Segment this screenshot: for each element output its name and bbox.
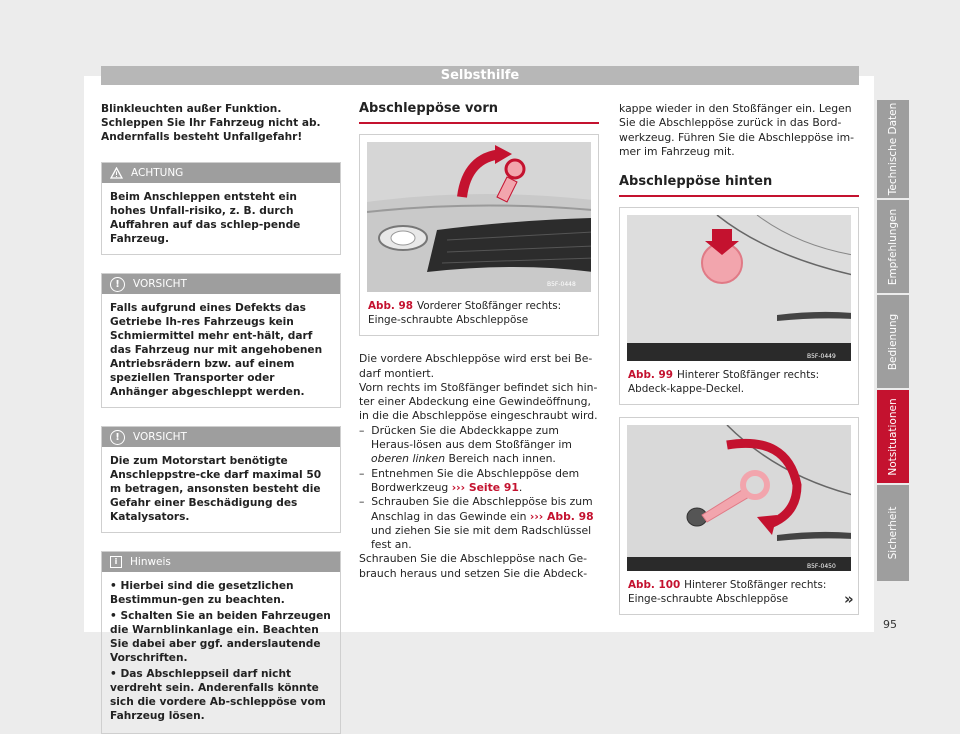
warning-triangle-icon bbox=[110, 167, 123, 180]
figure-reference-link[interactable]: ››› Abb. 98 bbox=[529, 509, 594, 523]
hinweis-item-text: Schalten Sie an beiden Fahrzeugen die Warnblinkanlage ein. Beachten Sie dabei aber ggf. anderslautende Vorschriften. bbox=[110, 610, 331, 664]
hinweis-item: • Das Abschleppseil darf nicht verdreht sein. Anderenfalls könnte sich die vordere Ab-schleppöse vom Fahrzeug lösen. bbox=[110, 668, 326, 722]
step-text: Bereich nach innen. bbox=[445, 452, 556, 466]
continue-marker: » bbox=[844, 590, 854, 608]
vorsicht-box-1 bbox=[101, 273, 341, 408]
vorsicht-text-1: Falls aufgrund eines Defekts das Getriebe Ih-res Fahrzeugs kein Schmiermittel mehr ent-hält, darf das Fahrzeug nur mit angehobenen Antriebsrädern bzw. auf einem speziellen Transporter oder Anhänger abgeschleppt werden. bbox=[110, 302, 323, 398]
hinweis-box bbox=[101, 551, 341, 734]
step-text: . bbox=[518, 480, 523, 494]
hinweis-list bbox=[102, 572, 340, 733]
figure-98-caption bbox=[360, 292, 598, 335]
step-item: – Entnehmen Sie die Abschleppöse dem Bordwerkzeug ››› Seite 91. bbox=[359, 466, 580, 494]
info-icon: i bbox=[110, 556, 122, 568]
middle-column bbox=[359, 102, 599, 581]
achtung-title: ACHTUNG bbox=[131, 167, 184, 179]
tab-label: Technische Daten bbox=[887, 102, 899, 196]
figure-caption-text: Hinterer Stoßfänger rechts: Abdeck-kappe-Deckel. bbox=[628, 369, 820, 395]
figure-100 bbox=[619, 417, 859, 615]
hinweis-item: • Hierbei sind die gesetzlichen Bestimmun-gen zu beachten. bbox=[110, 580, 294, 606]
tab-label: Empfehlungen bbox=[887, 208, 899, 285]
hinweis-item-text: Hierbei sind die gesetzlichen Bestimmun-gen zu beachten. bbox=[110, 580, 294, 606]
figure-100-caption bbox=[620, 571, 858, 614]
hinweis-item: • Schalten Sie an beiden Fahrzeugen die Warnblinkanlage ein. Beachten Sie dabei aber ggf. anderslautende Vorschriften. bbox=[110, 610, 331, 664]
section-title-front: Abschleppöse vorn bbox=[359, 102, 599, 124]
step-text: und ziehen Sie sie mit dem Radschlüssel fest an. bbox=[371, 523, 592, 552]
section-title-rear: Abschleppöse hinten bbox=[619, 175, 859, 197]
tab-sicherheit[interactable] bbox=[877, 485, 909, 581]
vorsicht-title-2: VORSICHT bbox=[133, 431, 187, 443]
paragraph-continued: kappe wieder in den Stoßfänger ein. Legen Sie die Abschleppöse zurück in das Bord-werkzeug. Führen Sie die Abschleppöse im-mer im Fahrzeug mit. bbox=[619, 102, 855, 158]
text-block bbox=[359, 352, 599, 581]
vorsicht-text-2: Die zum Motorstart benötigte Anschleppstre-cke darf maximal 50 m betragen, ansonsten besteht die Gefahr einer Beschädigung des Katalysators. bbox=[110, 455, 322, 523]
caution-circle-icon: ! bbox=[110, 430, 125, 445]
hinweis-header bbox=[102, 552, 340, 572]
vorsicht-title-1: VORSICHT bbox=[133, 278, 187, 290]
step-text: Schrauben Sie die Abschleppöse bis zum Anschlag in das Gewinde ein bbox=[371, 495, 593, 523]
achtung-box bbox=[101, 162, 341, 255]
tab-empfehlungen[interactable] bbox=[877, 200, 909, 293]
paragraph: Die vordere Abschleppöse wird erst bei Be-darf montiert. bbox=[359, 352, 593, 380]
step-text: Drücken Sie die Abdeckkappe zum Heraus-lösen aus dem Stoßfänger im bbox=[371, 423, 572, 452]
tab-label: Notsituationen bbox=[887, 397, 899, 476]
vorsicht-header-1 bbox=[102, 274, 340, 294]
figure-label: Abb. 98 bbox=[368, 300, 413, 313]
step-item: – Schrauben Sie die Abschleppöse bis zum Anschlag in das Gewinde ein ››› Abb. 98 und ziehen Sie sie mit dem Radschlüssel fest an. bbox=[359, 495, 594, 552]
step-emphasis: oberen linken bbox=[371, 452, 446, 466]
figure-label: Abb. 99 bbox=[628, 369, 673, 382]
tab-notsituationen[interactable] bbox=[877, 390, 909, 483]
step-item: – Drücken Sie die Abdeckkappe zum Heraus-lösen aus dem Stoßfänger im oberen linken Bereich nach innen. bbox=[359, 423, 572, 466]
tab-label: Sicherheit bbox=[887, 506, 899, 560]
caution-circle-icon: ! bbox=[110, 277, 125, 292]
figure-code: B5F-0450 bbox=[807, 563, 836, 571]
figure-99-caption bbox=[620, 361, 858, 404]
rear-bumper-cover-image bbox=[627, 215, 851, 361]
paragraph: Schrauben Sie die Abschleppöse nach Ge-brauch heraus und setzen Sie die Abdeck- bbox=[359, 552, 588, 580]
figure-caption-text: Hinterer Stoßfänger rechts: Einge-schraubte Abschleppöse bbox=[628, 579, 827, 605]
chapter-header: Selbsthilfe bbox=[101, 66, 859, 85]
step-text: Entnehmen Sie die Abschleppöse dem Bordwerkzeug bbox=[371, 466, 580, 494]
figure-98 bbox=[359, 134, 599, 336]
right-column bbox=[619, 102, 859, 615]
figure-code: B5F-0449 bbox=[807, 353, 836, 361]
tab-label: Bedienung bbox=[887, 313, 899, 370]
tab-technische-daten[interactable] bbox=[877, 100, 909, 198]
figure-caption-text: Vorderer Stoßfänger rechts: Einge-schraubte Abschleppöse bbox=[368, 300, 562, 326]
vorsicht-header-2 bbox=[102, 427, 340, 447]
tab-bedienung[interactable] bbox=[877, 295, 909, 388]
hinweis-item-text: Das Abschleppseil darf nicht verdreht sein. Anderenfalls könnte sich die vordere Ab-schleppöse vom Fahrzeug lösen. bbox=[110, 668, 326, 722]
front-bumper-image bbox=[367, 142, 591, 292]
achtung-header bbox=[102, 163, 340, 183]
figure-99 bbox=[619, 207, 859, 405]
page-reference-link[interactable]: ››› Seite 91 bbox=[451, 480, 519, 494]
intro-warning-text: Blinkleuchten außer Funktion. Schleppen Sie Ihr Fahrzeug nicht ab. Andernfalls besteht Unfallgefahr! bbox=[101, 103, 321, 143]
figure-label: Abb. 100 bbox=[628, 579, 681, 592]
paragraph: Vorn rechts im Stoßfänger befindet sich hin-ter einer Abdeckung eine Gewindeöffnung, in die die Abschleppöse eingeschraubt wird. bbox=[359, 380, 598, 423]
rear-bumper-eye-image bbox=[627, 425, 851, 571]
figure-code: B5F-0448 bbox=[547, 281, 576, 289]
vorsicht-box-2 bbox=[101, 426, 341, 533]
hinweis-title: Hinweis bbox=[130, 556, 171, 568]
achtung-text: Beim Anschleppen entsteht ein hohes Unfall-risiko, z. B. durch Auffahren auf das schlep-pende Fahrzeug. bbox=[110, 191, 301, 245]
left-column bbox=[101, 102, 341, 734]
page-number: 95 bbox=[883, 618, 897, 631]
